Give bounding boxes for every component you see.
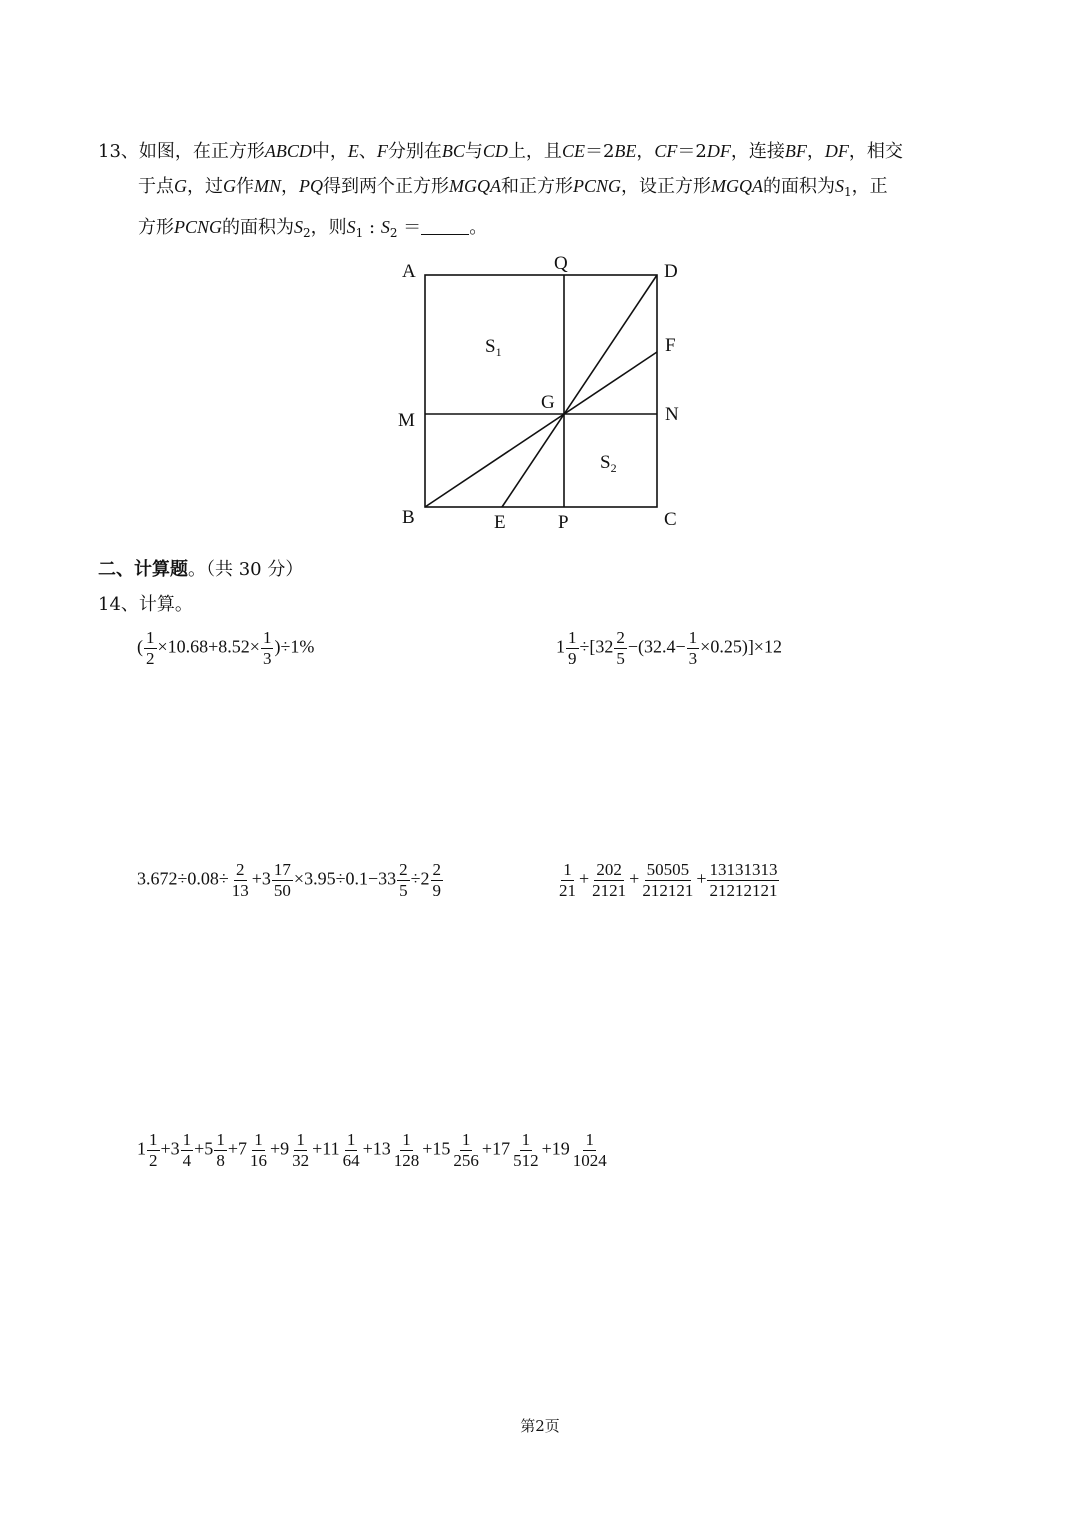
q13-text-line2: 于点G，过G作MN，PQ得到两个正方形MGQA和正方形PCNG，设正方形MGQA的面积为$S_1$，正 <box>138 176 888 199</box>
square-abcd <box>425 275 657 507</box>
line-bf <box>425 352 657 507</box>
label-p: P <box>558 512 569 533</box>
expression-1: ( $\frac{1}{2}$ ×10.68+8.52× $\frac{1}{3}$ )÷1% <box>137 628 315 668</box>
label-s2: $S_2$ <box>600 452 617 475</box>
label-e: E <box>494 512 506 533</box>
expression-3: 3.672÷0.08÷ $\frac{2}{13}$ +3 $\frac{17}{50}$ ×3.95÷0.1−33 $\frac{2}{5}$ ÷2 $\frac{2}{9}$ <box>137 860 441 900</box>
q13-text-line3: 方形PCNG的面积为$S_2$，则$S_1$ : $S_2$ ＝ 。 <box>138 217 488 240</box>
question-14-label: 14、计算。 <box>98 594 193 615</box>
page-number: 第2页 <box>520 1417 560 1435</box>
q13-text-line1: 13、如图，在正方形ABCD中，E、F分别在BC与CD上，且CE＝2BE，CF＝2DF，连接BF，DF，相交 <box>98 141 903 162</box>
label-m: M <box>398 410 415 431</box>
label-b: B <box>402 507 415 528</box>
expression-4: $\frac{1}{21}$ + $\frac{202}{2121}$ + $\frac{50505}{212121}$ + $\frac{13131313}{21212121}$ <box>559 860 778 900</box>
question-13 <box>98 134 988 251</box>
label-g: G <box>541 392 555 413</box>
section-heading: 二、计算题。（共 30 分） <box>98 559 304 580</box>
square-figure <box>390 250 700 540</box>
label-c: C <box>664 509 677 530</box>
label-n: N <box>665 404 679 425</box>
label-f: F <box>665 335 676 356</box>
line-df <box>502 275 657 507</box>
answer-blank[interactable] <box>421 216 469 235</box>
label-q: Q <box>554 253 568 274</box>
label-s1: $S_1$ <box>485 336 502 359</box>
expression-5: 1 $\frac{1}{2}$ +3 $\frac{1}{4}$ +5 $\frac{1}{8}$ +7 $\frac{1}{16}$ +9 $\frac{1}{32}$ +11 $\frac{1}{64}$ +13 $\frac{1}{128}$ +15 $\frac{1}{256}$ +17 $\frac{1}{512}$ +19 $\frac{1}{1024}$ <box>137 1130 607 1170</box>
label-a: A <box>402 261 416 282</box>
expression-2: 1 $\frac{1}{9}$ ÷[32 $\frac{2}{5}$ −(32.4− $\frac{1}{3}$ ×0.25)]×12 <box>556 628 782 668</box>
label-d: D <box>664 261 678 282</box>
